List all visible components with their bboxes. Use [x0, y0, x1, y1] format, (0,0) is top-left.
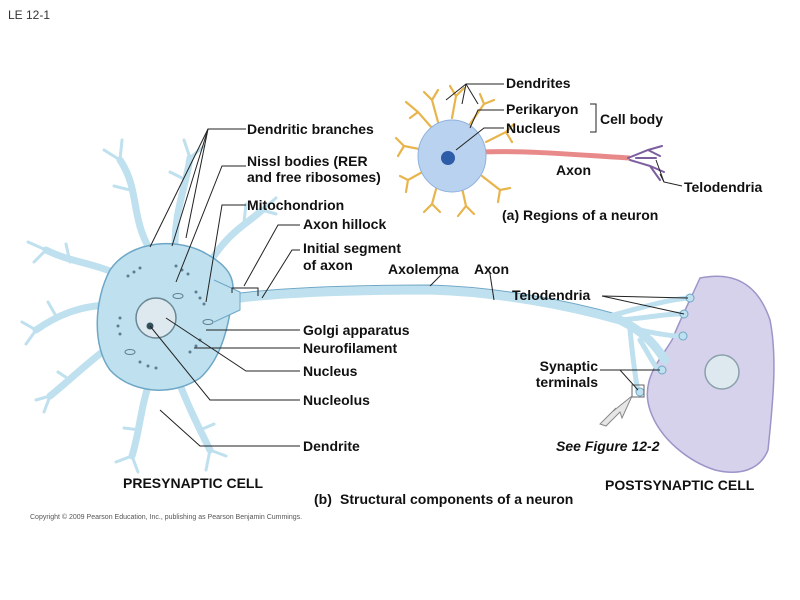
label-nucleus-a: Nucleus — [506, 120, 561, 136]
small-nucleus — [441, 151, 455, 165]
label-synaptic-1: Synaptic — [539, 358, 598, 374]
label-initial-segment-2: of axon — [303, 257, 353, 273]
postsynaptic-cell-label: POSTSYNAPTIC CELL — [605, 477, 755, 493]
small-axon — [480, 152, 630, 158]
large-axon — [225, 290, 665, 360]
label-dendrite: Dendrite — [303, 438, 360, 454]
label-neurofilament: Neurofilament — [303, 340, 398, 356]
caption-a-letter: (a) — [502, 207, 520, 223]
label-telodendria-b: Telodendria — [512, 287, 591, 303]
label-perikaryon: Perikaryon — [506, 101, 579, 117]
postsynaptic-nucleus — [705, 355, 739, 389]
caption-b-text: Structural components of a neuron — [340, 491, 574, 507]
label-axolemma: Axolemma — [388, 261, 459, 277]
caption-b-letter: (b) — [314, 491, 332, 507]
caption-a-text: Regions of a neuron — [523, 207, 659, 223]
presynaptic-cell-label: PRESYNAPTIC CELL — [123, 475, 264, 491]
label-nissl-2: and free ribosomes) — [247, 169, 381, 185]
copyright-notice: Copyright © 2009 Pearson Education, Inc., publishing as Pearson Benjamin Cummings. — [30, 514, 303, 521]
label-axon-a: Axon — [556, 162, 591, 178]
label-nucleus-b: Nucleus — [303, 363, 358, 379]
axon-hillock-shape — [214, 280, 240, 322]
slide-label: LE 12-1 — [8, 8, 51, 22]
see-figure-arrow — [600, 396, 632, 426]
label-dendritic-branches: Dendritic branches — [247, 121, 374, 137]
label-axon-b: Axon — [474, 261, 509, 277]
label-initial-segment-1: Initial segment — [303, 240, 402, 256]
label-see-figure: See Figure 12-2 — [556, 438, 660, 454]
large-nucleus — [136, 298, 176, 338]
label-telodendria-a: Telodendria — [684, 179, 763, 195]
label-golgi: Golgi apparatus — [303, 322, 410, 338]
label-cell-body: Cell body — [600, 111, 664, 127]
label-nucleolus: Nucleolus — [303, 392, 370, 408]
label-synaptic-2: terminals — [535, 374, 598, 390]
small-telodendria — [628, 146, 664, 180]
label-axon-hillock: Axon hillock — [303, 216, 387, 232]
label-nissl-1: Nissl bodies (RER — [247, 153, 368, 169]
postsynaptic-cell — [647, 276, 774, 472]
label-dendrites: Dendrites — [506, 75, 571, 91]
label-mitochondrion: Mitochondrion — [247, 197, 345, 213]
